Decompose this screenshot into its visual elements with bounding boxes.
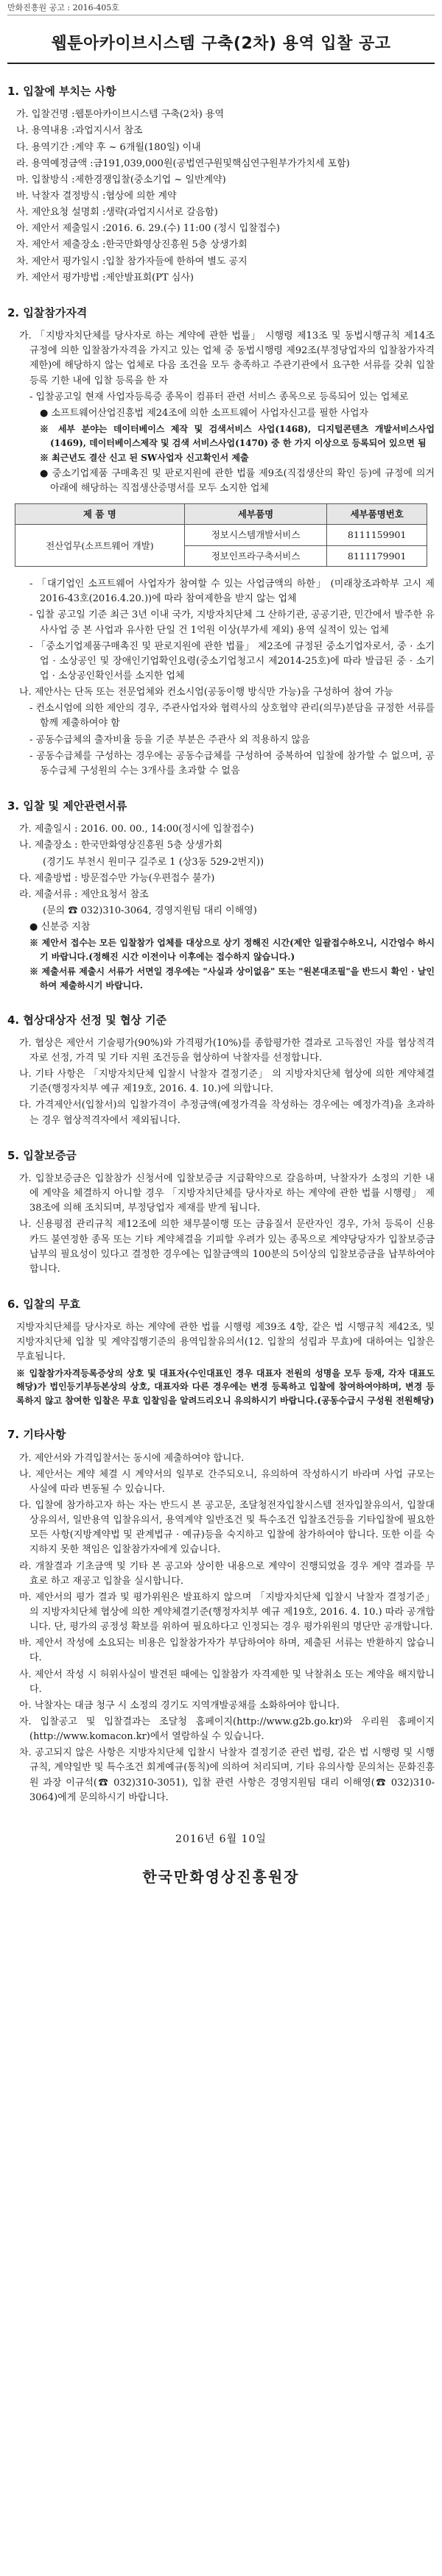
paragraph: - 「대기업인 소프트웨어 사업자가 참여할 수 있는 사업금액의 하한」 (미래창조과학부 고시 제2016-43호(2016.4.20.))에 따라 참여제한을 받지 않는 업체 bbox=[29, 578, 435, 605]
table-cell: 8111159901 bbox=[327, 525, 427, 545]
bid-item-label: 가. 입찰건명 : bbox=[16, 109, 75, 121]
section-heading: 2. 입찰참가자격 bbox=[7, 305, 88, 319]
bid-item-row bbox=[7, 107, 435, 122]
section-heading: 5. 입찰보증금 bbox=[7, 1148, 77, 1162]
paragraph: 나. 제출장소 : 한국만화영상진흥원 5층 상생가회 bbox=[19, 840, 223, 852]
paragraph: 나. 신용평점 관리규칙 제12조에 의한 채무불이행 또는 금융질서 문란자인 경우, 가처 등록이 신용카드 불연정한 종목 또는 기타 계약체결을 기피할 우려가 있는 종목으로 계약당당자가 입찰보증금 납부의 필요성이 있다고 결정한 경우에는 입찰금액의 100분의 5이상의 입찰보증금을 납부하여야 합니다. bbox=[19, 1219, 435, 1275]
bid-item-label: 마. 입찰방식 : bbox=[16, 174, 75, 185]
bid-item-value: 제한경쟁입찰(중소기업 ~ 일반계약) bbox=[74, 174, 226, 185]
table-header: 제 품 명 bbox=[15, 504, 185, 525]
section-eligibility bbox=[7, 305, 435, 779]
paragraph: - 컨소시엄에 의한 제안의 경우, 주관사업자와 협력사의 상호협약 관리(의무)분담을 규정한 서류를 함께 제출하여야 함 bbox=[29, 703, 435, 729]
paragraph: 나. 제안사는 단독 또는 전문업체와 컨소시엄(공동이행 방식만 가능)을 구성하여 참여 가능 bbox=[19, 687, 393, 698]
section-other bbox=[7, 1426, 435, 1805]
table-cell: 8111179901 bbox=[327, 545, 427, 566]
section-heading: 3. 입찰 및 제안관련서류 bbox=[7, 799, 127, 813]
bid-item-value: 생략(과업지시서로 갈음함) bbox=[105, 207, 218, 219]
section-negotiation bbox=[7, 1012, 435, 1128]
bid-item-label: 자. 제안서 제출장소 : bbox=[16, 239, 106, 251]
page-title: 웹툰아카이브시스템 구축(2차) 용역 입찰 공고 bbox=[51, 35, 391, 53]
paragraph: 다. 제출방법 : 방문접수만 가능(우편접수 불가) bbox=[19, 872, 215, 884]
paragraph: - 입찰 공고일 기준 최근 3년 이내 국가, 지방자치단체 그 산하기관, 공공기관, 민간에서 발주한 유사사업 중 본 사업과 유사한 단일 건 1억원 이상(부가세 제외) 용역 실적이 있는 업체 bbox=[29, 609, 435, 636]
paragraph: - 입찰공고일 현재 사업자등록증 종목이 컴퓨터 관련 서비스 종목으로 등록되어 있는 업체로 bbox=[29, 391, 409, 403]
bid-item-row bbox=[7, 124, 435, 138]
paragraph: (경기도 부천시 원미구 길주로 1 (상3동 529-2번지)) bbox=[43, 856, 264, 868]
notice-date: 2016년 6월 10일 bbox=[175, 1833, 267, 1845]
table-header: 세부품명 bbox=[184, 504, 327, 525]
bid-item-value: 금191,039,000원(공법연구원및핵심연구원부가가치세 포함) bbox=[93, 158, 350, 169]
section-deposit bbox=[7, 1147, 435, 1277]
note: ※ 입찰참가자격등록증상의 상호 및 대표자(수인대표인 경우 대표자 전원의 성명을 모두 등재, 각자 대표도 해당)가 법인등기부등본상의 상호, 대표자와 다른 경우에는 변경 등록하고 입찰에 참여하여야하며, 변경 등록하지 않고 참여한 입찰은 무효 입찰임을 알려드리오니 유의하시기 바랍니다.(공동수급시 구성원 전원해당) bbox=[16, 1367, 435, 1406]
title-divider bbox=[7, 63, 435, 64]
paragraph: 마. 제안서의 평가 결과 및 평가위원은 발표하지 않으며 「지방자치단체 입찰시 낙찰자 결정기준」 의 지방자치단체 협상에 의한 계약체결기준(행정자치부 예규 제19호, 2016. 4. 10.) 따라 공개합니다. 단, 평가의 공정성 확보를 위하여 필요하다고 인정되는 경우 평가위원의 명단만 공개합니다. bbox=[19, 1591, 435, 1633]
paragraph: 나. 제안서는 계약 체결 시 계약서의 일부로 간주되오니, 유의하여 작성하시기 바라며 사업 규모는 사실에 따라 변동될 수 있습니다. bbox=[19, 1468, 435, 1495]
issuing-organization: 한국만화영상진흥원장 bbox=[142, 1867, 300, 1886]
bid-item-row bbox=[7, 271, 435, 286]
section-heading: 7. 기타사항 bbox=[7, 1428, 66, 1442]
paragraph: 라. 제출서류 : 제안요청서 참조 bbox=[19, 888, 149, 900]
bid-item-row bbox=[7, 141, 435, 155]
section-heading: 4. 협상대상자 선정 및 협상 기준 bbox=[7, 1013, 167, 1027]
note: ※ 세부 분야는 데이터베이스 제작 및 검색서비스 사업(1468), 디지털콘텐츠 개발서비스사업(1469), 데이터베이스제작 및 검색 서비스사업(1470) 중 한 가지 이상으로 등록되어 있으면 됨 bbox=[40, 423, 435, 448]
section-documents bbox=[7, 798, 435, 993]
bid-item-row bbox=[7, 238, 435, 252]
table-cell: 정보인프라구축서비스 bbox=[184, 545, 327, 566]
paragraph: ● 신분증 지참 bbox=[29, 921, 91, 933]
bid-item-value: 계약 후 ~ 6개월(180일) 이내 bbox=[74, 141, 201, 153]
bid-item-value: 제안발표회(PT 심사) bbox=[105, 272, 194, 283]
contact-info: (문의 ☎ 032)310-3064, 경영지원팀 대리 이해영) bbox=[43, 905, 257, 916]
paragraph: 가. 협상은 제안서 기술평가(90%)와 가격평가(10%)를 종합평가한 결과로 고득점인 자를 협상적격자로 선정, 가격 및 기타 지원 조건등을 협상하여 낙찰자를 선정합니다. bbox=[19, 1037, 435, 1064]
product-table bbox=[15, 503, 427, 567]
bid-item-value: 입찰 참가자들에 한하여 별도 공지 bbox=[105, 255, 248, 267]
bid-item-label: 아. 제안서 제출일시 : bbox=[16, 223, 106, 235]
bid-item-row bbox=[7, 189, 435, 204]
bid-item-row bbox=[7, 222, 435, 236]
bid-item-label: 라. 용역예정금액 : bbox=[16, 158, 94, 169]
paragraph: 차. 공고되지 않은 사항은 지방자치단체 입찰시 낙찰자 결정기준 관련 법령, 같은 법 시행령 및 시행규칙, 계약일반 및 특수조건 회계예규(통칙)에 의하여 처리되며, 기타 유의사항 문의처는 문화진흥원 과장 이규석(☎ 032)310-3051), 입찰 관련 사항은 경영지원팀 대리 이해영(☎ 032)310-3064)에게 문의하시기 바랍니다. bbox=[19, 1747, 435, 1803]
section-invalidation bbox=[7, 1296, 435, 1407]
paragraph: 다. 입찰에 참가하고자 하는 자는 반드시 본 공고문, 조달청전자입찰시스템 전자입찰유의서, 입찰대상유의서, 일반용역 입찰유의서, 용역계약 일반조건 및 특수조건 입찰조건등을 기타입찰에 필요한 모든 사항(지방계약법 및 관계법규 · 예규)등을 숙지하고 입찰에 참가하여야 합니다. 또한 이를 숙지하지 못한 책임은 입찰참가자에게 있습니다. bbox=[19, 1500, 435, 1556]
bid-item-label: 차. 제안서 평가일시 : bbox=[16, 255, 106, 267]
bid-item-value: 협상에 의한 계약 bbox=[105, 191, 177, 202]
note: ※ 제출서류 제출시 서류가 서면일 경우에는 "사실과 상이없음" 또는 "원본대조필"을 반드시 확인 · 날인하여 제출하시기 바랍니다. bbox=[29, 966, 435, 991]
paragraph: ● 소프트웨어산업진흥법 제24조에 의한 소프트웨어 사업자신고를 필한 사업자 bbox=[40, 407, 369, 419]
note: ※ 제안서 접수는 모든 입찰참가 업체를 대상으로 상기 정해진 시간(제안 일괄접수하오니, 시간엄수 하시기 바랍니다.(정해진 시간 이전이나 이후에는 접수하지 않습니다.) bbox=[29, 938, 435, 962]
paragraph: 가. 「지방자치단체를 당사자로 하는 계약에 관한 법률」 시행령 제13조 및 동법시행규칙 제14조 규정에 의한 입찰참가자격을 가지고 있는 업체 중 동법시행령 제92조(부정당업자의 입찰참가자격제한)에 해당하지 않는 업체로 다음 조건을 모두 충족하고 주관기관에서 요구한 서류를 갖춰 입찰 등록 기한 내에 입찰 등록을 한 자 bbox=[19, 330, 435, 386]
bid-item-label: 카. 제안서 평가방법 : bbox=[16, 272, 106, 283]
table-header: 세부품명번호 bbox=[327, 504, 427, 525]
note: ※ 최근년도 결산 신고 된 SW사업자 신고확인서 제출 bbox=[40, 453, 249, 464]
bid-items-list bbox=[7, 107, 435, 286]
bid-item-row bbox=[7, 255, 435, 269]
paragraph: 자. 입찰공고 및 입찰결과는 조달청 홈페이지(http://www.g2b.go.kr)와 우리원 홈페이지(http://www.komacon.kr)에서 열람하실 수 있습니다. bbox=[19, 1716, 435, 1743]
bid-item-label: 다. 용역기간 : bbox=[16, 141, 75, 153]
notice-number: 만화진흥원 공고 : 2016-405호 bbox=[7, 3, 119, 13]
table-row bbox=[15, 525, 427, 545]
bid-item-row bbox=[7, 173, 435, 188]
bid-item-label: 나. 용역내용 : bbox=[16, 125, 75, 137]
bid-item-value: 한국만화영상진흥원 5층 상생가회 bbox=[105, 239, 248, 251]
bid-item-row bbox=[7, 205, 435, 220]
section-bid-items bbox=[7, 83, 435, 286]
paragraph: 아. 낙찰자는 대금 청구 시 소정의 경기도 지역개발공채를 소화하여야 합니다. bbox=[19, 1699, 340, 1711]
section-heading: 1. 입찰에 부치는 사항 bbox=[7, 85, 116, 99]
paragraph: - 「중소기업제품구매촉진 및 판로지원에 관한 법률」 제2조에 규정된 중소기업자로서, 중 · 소기업 · 소상공인 및 장애인기업확인요령(중소기업청고시 제2014-25호)에 따라 발급된 중 · 소기업 · 소상공인확인서를 소지한 업체 bbox=[29, 640, 435, 682]
paragraph: 바. 제안서 작성에 소요되는 비용은 입찰참가자가 부담하여야 하며, 제출된 서류는 반환하지 않습니다. bbox=[19, 1638, 435, 1664]
paragraph: 다. 가격제안서(입찰서)의 입찰가격이 추정금액(예정가격을 작성하는 경우에는 예정가격)을 초과하는 경우 협상적격자에서 제외됩니다. bbox=[19, 1100, 435, 1126]
paragraph: - 공동수급체의 출자비율 등을 기준 부분은 주관사 외 적용하지 않음 bbox=[29, 734, 310, 746]
bid-item-value: 웹툰아카이브시스템 구축(2차) 용역 bbox=[74, 109, 225, 121]
bid-item-value: 2016. 6. 29.(수) 11:00 (정시 입찰접수) bbox=[105, 223, 280, 235]
paragraph: 지방자치단체를 당사자로 하는 계약에 관한 법률 시행령 제39조 4항, 같은 법 시행규칙 제42조, 및 지방자치단체 입찰 및 계약집행기준의 용역입찰유의서(12. 입찰의 성립과 무효)에 대하여는 입찰은 무효됩니다. bbox=[16, 1322, 435, 1363]
paragraph: 나. 기타 사항은 「지방자치단체 입찰시 낙찰자 결정기준」 의 지방자치단체 협상에 의한 계약체결기준(행정자치부 예규 제19호, 2016. 4. 10.)에 의합니다. bbox=[19, 1069, 435, 1095]
paragraph: 라. 개찰결과 기초금액 및 기타 본 공고와 상이한 내용으로 계약이 진행되었을 경우 계약 결과를 무효로 하고 재공고 입찰을 실시합니다. bbox=[19, 1560, 435, 1587]
table-cell: 전산업무(소프트웨어 개발) bbox=[15, 525, 185, 567]
section-heading: 6. 입찰의 무효 bbox=[7, 1297, 81, 1311]
paragraph: 가. 제안서와 가격입찰서는 동시에 제출하여야 합니다. bbox=[19, 1452, 245, 1464]
paragraph: - 공동수급체를 구성하는 경우에는 공동수급체를 구성하여 중복하여 입찰에 참가할 수 없으며, 공동수급체 구성원의 수는 3개사를 초과할 수 없음 bbox=[29, 750, 435, 776]
bid-item-label: 사. 제안요청 설명회 : bbox=[16, 207, 106, 219]
paragraph: 사. 제안서 작성 시 허위사실이 발견된 때에는 입찰참가 자격제한 및 낙찰취소 또는 계약을 해지합니다. bbox=[19, 1669, 435, 1695]
table-cell: 정보시스템개발서비스 bbox=[184, 525, 327, 545]
paragraph: 가. 제출일시 : 2016. 00. 00., 14:00(정시에 입찰접수) bbox=[19, 824, 254, 835]
bid-item-row bbox=[7, 157, 435, 171]
paragraph: 가. 입찰보증금은 입찰참가 신청서에 입찰보증금 지급확약으로 갈음하며, 낙찰자가 소정의 기한 내에 계약을 체결하지 아니할 경우 「지방자치단체를 당사자로 하는 계약에 관한 법률 시행령」 제 38조에 의해 조치되며, 부정당업자 제재를 받게 됩니다. bbox=[19, 1172, 435, 1214]
bid-item-value: 과업지시서 참조 bbox=[74, 125, 143, 137]
bid-item-label: 바. 낙찰자 결정방식 : bbox=[16, 191, 106, 202]
paragraph: ● 중소기업제품 구매촉진 및 판로지원에 관한 법률 제9조(직접생산의 확인 등)에 규정에 의거 아래에 해당하는 직접생산증명서를 모두 소지한 업체 bbox=[40, 467, 435, 494]
